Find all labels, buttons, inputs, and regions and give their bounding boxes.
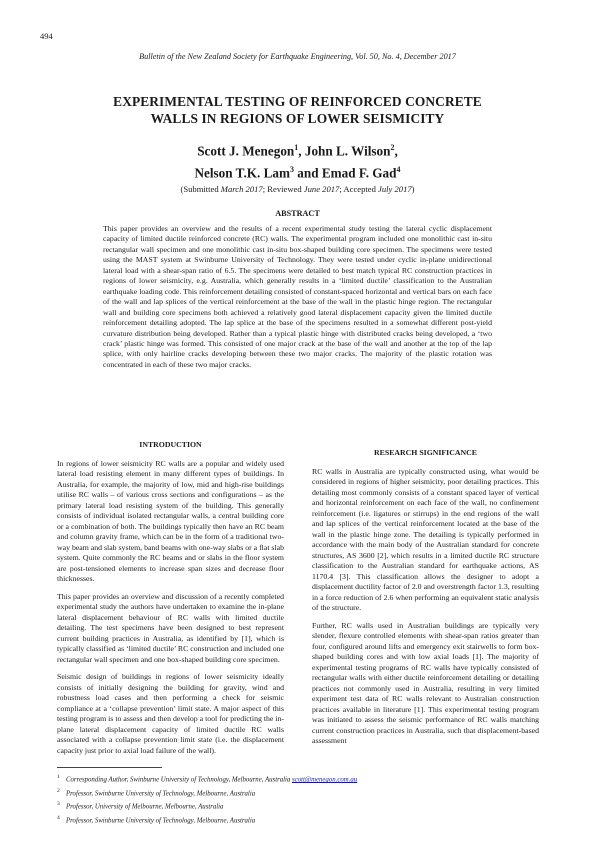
footnote-number: 4 <box>57 814 60 821</box>
author-email-link[interactable]: scott@menegon.com.au <box>292 776 358 784</box>
footnote <box>57 786 357 800</box>
title-line-2: WALLS IN REGIONS OF LOWER SEISMICITY <box>150 111 445 126</box>
author-name: John L. Wilson <box>304 143 391 159</box>
affiliation-mark: 3 <box>290 165 294 175</box>
journal-header: Bulletin of the New Zealand Society for Earthquake Engineering, Vol. 50, No. 4, December 2017 <box>139 52 456 61</box>
footnote <box>57 772 357 786</box>
research-significance-heading: RESEARCH SIGNIFICANCE <box>374 448 477 457</box>
reviewed-date: June 2017 <box>303 184 340 194</box>
dates-text: ) <box>411 184 415 194</box>
title-line-1: EXPERIMENTAL TESTING OF REINFORCED CONCRETE <box>113 94 482 109</box>
accepted-date: July 2017 <box>378 184 412 194</box>
affiliation-mark: 1 <box>294 143 299 152</box>
authors-line-1: Scott J. Menegon$^1$, John L. Wilson$^2$, <box>197 143 398 159</box>
footnote-divider <box>57 767 162 768</box>
left-column <box>57 440 284 763</box>
introduction-heading: INTRODUCTION <box>139 440 202 449</box>
dates-text: ; Accepted <box>339 184 379 194</box>
dates-text: ; Reviewed <box>262 184 304 194</box>
submission-dates <box>0 184 595 194</box>
right-column <box>312 448 539 754</box>
footnotes <box>57 772 357 826</box>
significance-paragraph: Further, RC walls used in Australian buildings are typically very slender, flexure controlled elements with shear-span ratios greater than four, configured around lifts and emergency exit stairwells to form box-shaped building cores and with low axial loads [1]. The majority of experimental testing programs of RC walls have typically consisted of rectangular walls with either ductile reinforcement detailing or detailing practices not commonly used in Australia, resulting in very limited experiment test data of RC walls relevant to Australian construction practices available in literature [1]. This experimental testing program was initiated to assess the seismic performance of RC walls matching current construction practices in Australia, such that displacement-based assessment <box>312 620 539 745</box>
footnote-text: Professor, University of Melbourne, Melbourne, Australia <box>66 803 224 811</box>
author-list <box>60 138 535 183</box>
significance-paragraph: RC walls in Australia are typically constructed using, what would be considered in regions of higher seismicity, poor detailing practices. This detailing most commonly consists of a constant spaced layer of vertical and horizontal reinforcement on each face of the wall, no confinement reinforcement (i.e. ligatures or stirrups) in the end regions of the wall and lap splices of the vertical reinforcement located at the base of the wall in the plastic hinge zone. The detailing is typically performed in accordance with the main body of the Australian standard for concrete structures, AS 3600 [2], which results in a limited ductile RC structure classification to the Australian standard for earthquake actions, AS 1170.4 [3]. This classification allows the designer to adopt a displacement ductility factor of 2.0 and overstrength factor 1.3, resulting in a force reduction of 2.6 when performing an equivalent static analysis of the structure. <box>312 466 539 612</box>
page-number: 494 <box>40 31 53 41</box>
footnote-number: 2 <box>57 787 60 794</box>
footnote-number: 1 <box>57 774 60 780</box>
footnote-text: Professor, Swinburne University of Technology, Melbourne, Australia <box>66 789 256 797</box>
author-name: Emad F. Gad <box>321 165 397 181</box>
footnote-number: 3 <box>57 801 60 808</box>
abstract-heading: ABSTRACT <box>275 209 320 218</box>
dates-text: (Submitted <box>180 184 221 194</box>
abstract-text: This paper provides an overview and the results of a recent experimental study testing the lateral cyclic displacement capacity of limited ductile reinforced concrete (RC) walls. The experimental program included one monolithic cast in-situ rectangular wall specimen and one monolithic cast in-situ box-shaped building core specimen. The specimens were tested using the MAST system at Swinburne University of Technology. They were tested under cyclic in-plane unidirectional lateral load with a shear-span ratio of 6.5. The specimens were detailed to best match typical RC construction practices in regions of lower seismicity, e.g. Australia, which generally results in a ‘limited ductile’ classification to the Australian earthquake loading code. This reinforcement detailing consisted of constant-spaced horizontal and vertical bars on each face of the wall and lap splices of the vertical reinforcement at the base of the wall in the plastic hinge region. The rectangular wall and building core specimens both achieved a relatively good lateral displacement capacity given the limited ductile reinforcement detailing adopted. The lap splice at the base of the specimens resulted in a somewhat different post-yield curvature distribution being developed. Rather than a typical plastic hinge with distributed cracks being developed, a ‘two crack’ plastic hinge was formed. This consisted of one major crack at the base of the wall and another at the top of the lap splice, with only hairline cracks developing between these two major cracks. The majority of the plastic rotation was concentrated in each of these two major cracks. <box>103 224 492 369</box>
introduction-paragraph: In regions of lower seismicity RC walls are a popular and widely used lateral load resisting element in many different types of buildings. In Australia, for example, the majority of low, mid and high-rise buildings utilise RC walls – of various cross sections and configurations – as the primary lateral load resisting system of the building. This generally consists of individual isolated rectangular walls, a central building core or a combination of both. The buildings typically then have an RC beam and column gravity frame, which can be in the form of a traditional two-way beam and slab system, band beams with one-way slabs or a flat slab system. Quite commonly the RC beams and or slabs in the floor system are post-tensioned elements to increase span sizes and decrease floor thicknesses. <box>57 458 284 583</box>
submitted-date: March 2017 <box>220 184 263 194</box>
footnote <box>57 799 357 813</box>
footnote-text: Professor, Swinburne University of Technology, Melbourne, Australia <box>66 816 256 824</box>
footnote-text: Corresponding Author, Swinburne University of Technology, Melbourne, Australia <box>66 776 292 784</box>
author-name: Nelson T.K. Lam <box>194 165 290 181</box>
author-name: Scott J. Menegon <box>197 143 295 159</box>
footnote <box>57 813 357 827</box>
affiliation-mark: 4 <box>396 165 401 175</box>
introduction-paragraph: This paper provides an overview and discussion of a recently completed experimental study the authors have undertaken to examine the in-plane lateral displacement behaviour of RC walls with limited ductile detailing. The test specimens have been designed to best represent current building practices in Australia, as identified by [1], which is typically classified as ‘limited ductile’ RC construction and included one rectangular wall specimen and one box-shaped building core specimen. <box>57 591 284 664</box>
paper-title <box>60 93 535 127</box>
affiliation-mark: 2 <box>390 143 395 152</box>
authors-line-2 <box>60 160 535 182</box>
author-conjunction: and <box>297 165 319 181</box>
introduction-paragraph: Seismic design of buildings in regions of lower seismicity ideally consists of initially designing the building for gravity, wind and robustness load cases and then performing a check for seismic compliance at a ‘collapse prevention’ limit state. A major aspect of this testing program is to assess and then develop a tool for predicting the in-plane lateral displacement capacity of limited ductile RC walls associated with a collapse prevention limit state (i.e. the displacement capacity just prior to axial load failure of the wall). <box>57 672 284 755</box>
